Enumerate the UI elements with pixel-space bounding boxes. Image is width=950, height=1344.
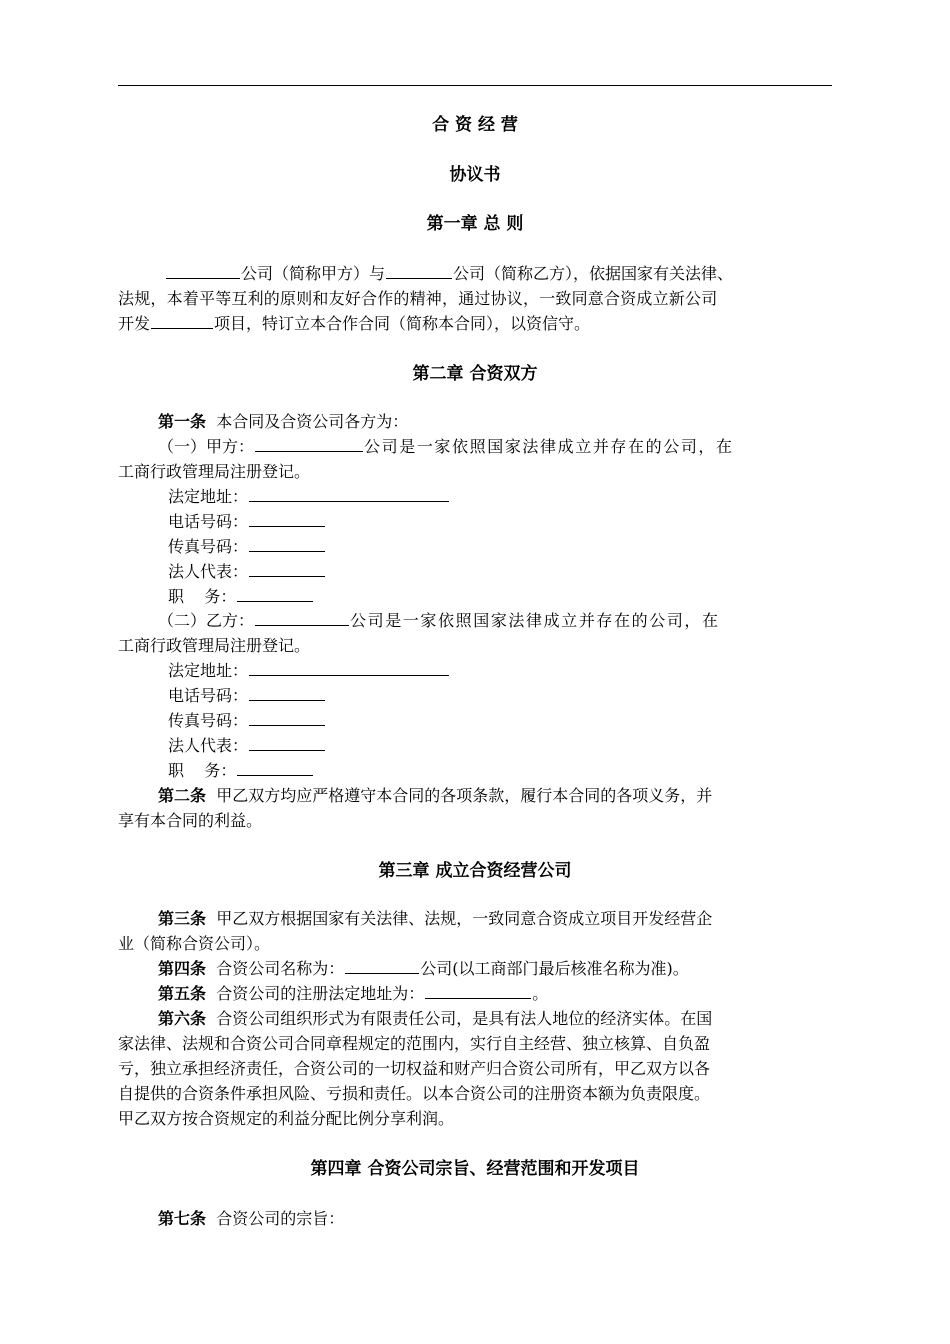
article-3: 第三条 甲乙双方根据国家有关法律、法规，一致同意合资成立项目开发经营企: [158, 909, 713, 928]
chapter-4-title: 第四章 合资公司宗旨、经营范围和开发项目: [310, 1159, 640, 1179]
blank-field: [255, 437, 363, 452]
party-b-rep: 法人代表：: [168, 736, 326, 756]
chapter-2-title: 第二章 合资双方: [412, 364, 538, 384]
blank-field: [249, 661, 449, 676]
article-6-line-4: 自提供的合资条件承担风险、亏损和责任。以本合资公司的注册资本额为负责限度。: [118, 1084, 711, 1103]
party-a-rep: 法人代表：: [168, 562, 326, 582]
blank-field: [249, 686, 325, 701]
article-4: 第四条 合资公司名称为： 公司(以工商部门最后核准名称为准)。: [158, 959, 689, 978]
article-6: 第六条 合资公司组织形式为有限责任公司，是具有法人地位的经济实体。在国: [158, 1009, 713, 1028]
article-1: 第一条 本合同及合资公司各方为：: [158, 412, 409, 431]
title-line-1: 合 资 经 营: [432, 115, 518, 135]
ch1-line-1: 公司（简称甲方）与 公司（简称乙方），依据国家有关法律、: [165, 264, 733, 284]
party-b-phone: 电话号码：: [168, 686, 326, 706]
ch1-line-2: 法规，本着平等互利的原则和友好合作的精神，通过协议，一致同意合资成立新公司: [118, 289, 718, 308]
party-a-title: 职 务：: [168, 587, 314, 607]
blank-field: [237, 587, 313, 602]
blank-field: [425, 984, 531, 999]
article-6-line-5: 甲乙双方按合资规定的利益分配比例分享利润。: [118, 1109, 455, 1128]
party-a-fax: 传真号码：: [168, 537, 326, 557]
blank-field: [255, 611, 349, 626]
blank-field: [237, 761, 313, 776]
article-7: 第七条 合资公司的宗旨：: [158, 1209, 345, 1228]
party-a-cont: 工商行政管理局注册登记。: [118, 462, 311, 481]
article-3-cont: 业（简称合资公司）。: [118, 934, 271, 953]
article-5: 第五条 合资公司的注册法定地址为： 。: [158, 984, 549, 1003]
party-a-address: 法定地址：: [168, 487, 450, 507]
chapter-1-title: 第一章 总 则: [426, 214, 524, 234]
article-2: 第二条 甲乙双方均应严格遵守本合同的各项条款，履行本合同的各项义务，并: [158, 786, 713, 805]
blank-field: [249, 562, 325, 577]
blank-field: [345, 959, 419, 974]
blank-field: [249, 537, 325, 552]
header-rule: [118, 85, 832, 86]
party-a-phone: 电话号码：: [168, 512, 326, 532]
blank-field: [249, 711, 325, 726]
article-2-cont: 享有本合同的利益。: [118, 811, 263, 830]
party-b-title: 职 务：: [168, 761, 314, 781]
title-line-2: 协议书: [449, 165, 501, 185]
party-a-line: （一）甲方： 公司是一家依照国家法律成立并存在的公司，在: [158, 437, 734, 456]
blank-field: [151, 314, 213, 329]
article-6-line-2: 家法律、法规和合资公司合同章程规定的范围内，实行自主经营、独立核算、自负盈: [118, 1034, 711, 1053]
blank-field: [386, 264, 452, 279]
ch1-line-3: 开发 项目，特订立本合作合同（简称本合同），以资信守。: [118, 314, 591, 333]
party-b-line: （二）乙方： 公司是一家依照国家法律成立并存在的公司，在: [158, 611, 720, 630]
party-b-fax: 传真号码：: [168, 711, 326, 731]
party-b-address: 法定地址：: [168, 661, 450, 681]
party-b-cont: 工商行政管理局注册登记。: [118, 636, 311, 655]
blank-field: [249, 487, 449, 502]
chapter-3-title: 第三章 成立合资经营公司: [378, 861, 572, 881]
blank-field: [249, 736, 325, 751]
blank-field: [249, 512, 325, 527]
article-6-line-3: 亏，独立承担经济责任，合资公司的一切权益和财产归合资公司所有，甲乙双方以各: [118, 1059, 711, 1078]
blank-field: [166, 264, 240, 279]
